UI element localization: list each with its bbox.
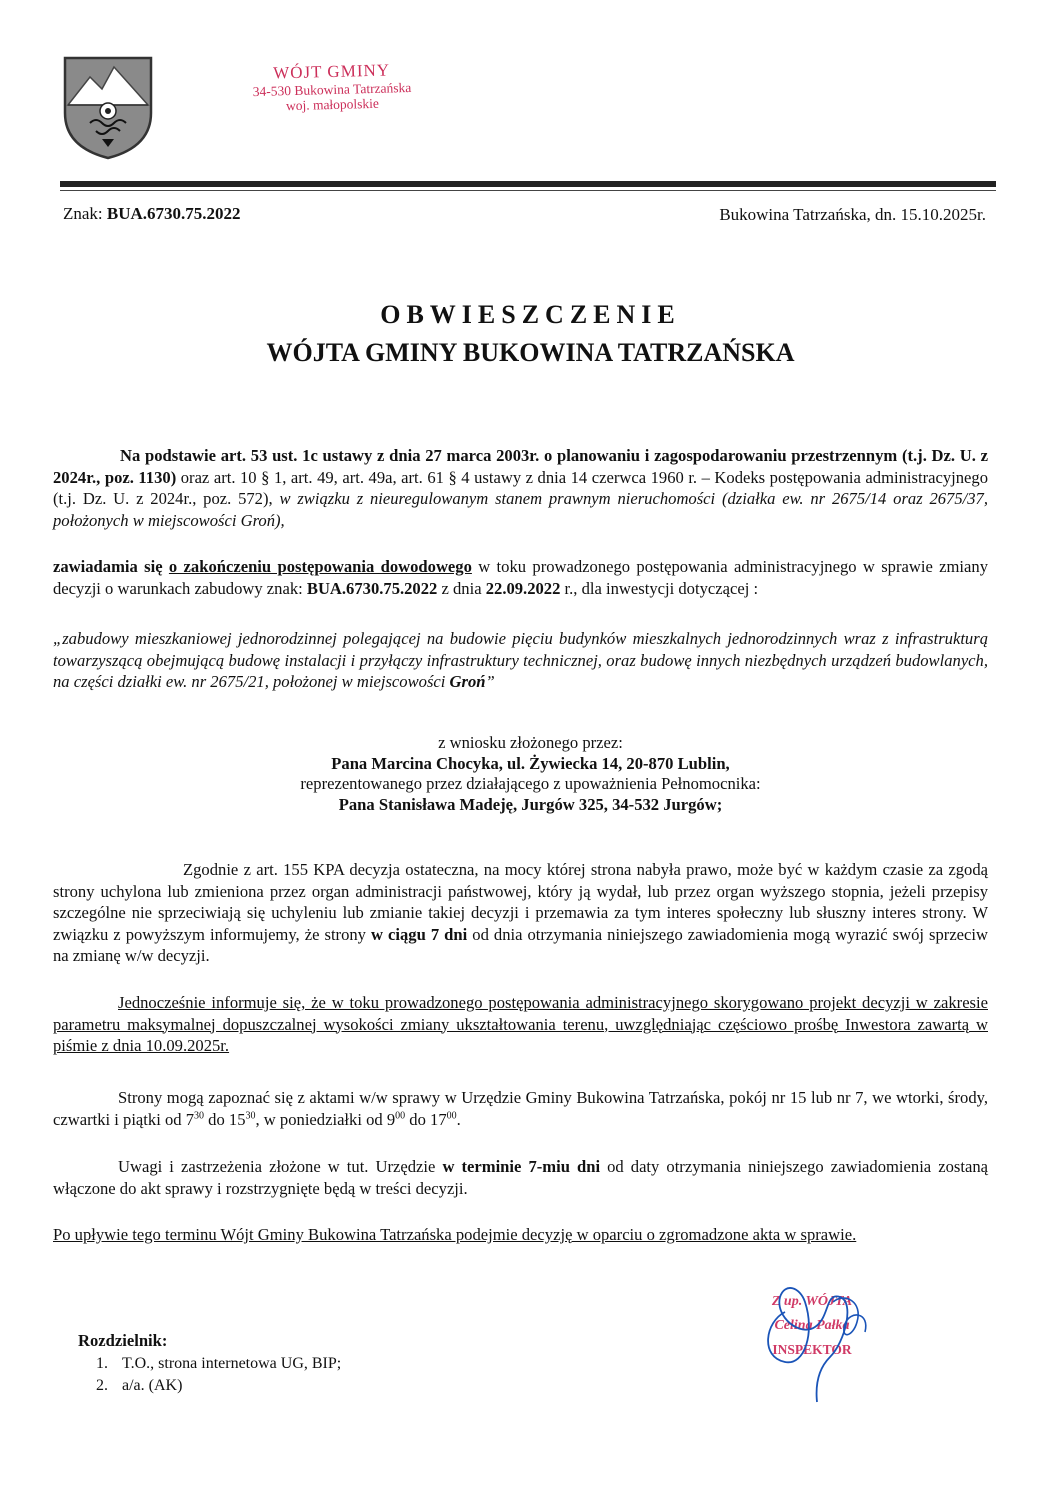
hours-text: do 17 bbox=[405, 1109, 447, 1129]
hours-minutes: 30 bbox=[245, 1109, 256, 1121]
hours-minutes: 00 bbox=[446, 1109, 457, 1121]
notice-bold: zawiadamia się bbox=[53, 557, 163, 576]
list-item bbox=[96, 1353, 341, 1375]
stamp-line: woj. małopolskie bbox=[285, 95, 380, 114]
kpa-text: Zgodnie z art. 155 KPA decyzja ostateczna, na mocy której strona nabyła prawo, może być w każdym czasie za zgodą strony uchylona lub zmieniona przez organ administracji państwowej, który ją wydał, lub przez organ wyższego stopnia, jeżeli przepisy szczególne nie sprzeciwiają się uchyleniu lub zmianie takiej decyzji i przemawia za tym interes społeczny lub słuszny interes strony. W związku z powyższym informujemy, że strony bbox=[53, 860, 988, 944]
kpa-deadline: w ciągu 7 dni bbox=[371, 924, 468, 944]
remarks-deadline: w terminie 7-miu dni bbox=[442, 1157, 601, 1176]
notice-text: w toku prowadzonego postępowania administracyjnego w sprawie zmiany decyzji o warunkach zabudowy znak: bbox=[53, 557, 988, 598]
representative-name: Pana Stanisława Madeję, Jurgów 325, 34-532 Jurgów; bbox=[338, 794, 723, 814]
legal-basis-text: oraz art. 10 § 1, art. 49, art. 49a, art. 61 § 4 ustawy z dnia 14 czerwca 1960 r. – Kodeks postępowania administracyjnego (t.j. Dz. U. z 2024r., poz. 572), bbox=[53, 467, 988, 508]
page-subtitle: WÓJTA GMINY BUKOWINA TATRZAŃSKA bbox=[266, 338, 795, 367]
hours-minutes: 30 bbox=[194, 1109, 205, 1121]
coat-of-arms-icon bbox=[62, 55, 154, 161]
legal-basis-italic: w związku z nieuregulowanym stanem prawnym nieruchomości (działka ew. nr 2675/14 oraz 2675/37, położonych w miejscowości Groń), bbox=[53, 489, 989, 530]
legal-basis-bold: Na podstawie art. 53 ust. 1c ustawy z dnia 27 marca 2003r. o planowaniu i zagospodarowaniu przestrzennym (t.j. Dz. U. z 2024r., poz. 1130) bbox=[53, 446, 988, 487]
header-divider bbox=[60, 181, 996, 187]
hours-text: Strony mogą zapoznać się z aktami w/w sprawy w Urzędzie Gminy Bukowina Tatrzańska, pokój nr 15 lub nr 7, we wtorki, środy, czwartki i piątki od 7 bbox=[53, 1088, 988, 1129]
list-number: 1. bbox=[96, 1355, 108, 1372]
quote-close: ” bbox=[485, 672, 495, 691]
remarks-text: od daty otrzymania niniejszego zawiadomienia zostaną włączone do akt sprawy i rozstrzygnięte będą w treści decyzji. bbox=[53, 1157, 988, 1198]
hours-text: do 15 bbox=[204, 1109, 246, 1129]
applicant-name: Pana Marcina Chocyka, ul. Żywiecka 14, 20-870 Lublin, bbox=[331, 753, 730, 773]
correction-info-paragraph: Jednocześnie informuje się, że w toku prowadzonego postępowania administracyjnego skorygowano projekt decyzji w zakresie parametru maksymalnej dopuszczalnej wysokości zmiany ukształtowania terenu, uwzględniając częściowo prośbę Inwestora zawartą w piśmie z dnia 10.09.2025r. bbox=[53, 993, 988, 1055]
distribution-title: Rozdzielnik: bbox=[78, 1331, 168, 1350]
legal-basis-paragraph bbox=[53, 445, 988, 531]
handwritten-signature-icon bbox=[745, 1262, 895, 1412]
representative-intro: reprezentowanego przez działającego z upoważnienia Pełnomocnika: bbox=[300, 774, 761, 793]
decision-reference: BUA.6730.75.2022 bbox=[306, 578, 438, 598]
reference-number bbox=[63, 204, 241, 224]
notice-text: r., dla inwestycji dotyczącej : bbox=[560, 578, 759, 598]
applicant-block bbox=[0, 733, 1061, 815]
final-paragraph: Po upływie tego terminu Wójt Gminy Bukowina Tatrzańska podejmie decyzję w oparciu o zgromadzone akta w sprawie. bbox=[53, 1225, 857, 1244]
signature-stamp-line: Z up. WÓJTA bbox=[771, 1294, 853, 1309]
hours-text: , w poniedziałki od 9 bbox=[255, 1109, 396, 1129]
stamp-line: WÓJT GMINY bbox=[272, 60, 391, 83]
office-stamp bbox=[221, 59, 442, 115]
document-date: Bukowina Tatrzańska, dn. 15.10.2025r. bbox=[719, 205, 986, 224]
signature-stamp-role: INSPEKTOR bbox=[772, 1342, 852, 1357]
hours-minutes: 00 bbox=[395, 1109, 406, 1121]
notice-text: z dnia bbox=[437, 578, 486, 598]
remarks-text: Uwagi i zastrzeżenia złożone w tut. Urzędzie bbox=[118, 1157, 443, 1176]
hours-text: . bbox=[456, 1109, 461, 1129]
list-number: 2. bbox=[96, 1377, 108, 1394]
kpa-text: od dnia otrzymania niniejszego zawiadomienia mogą wyrazić swój sprzeciw na zmianę w/w decyzji. bbox=[53, 924, 989, 965]
notice-paragraph bbox=[53, 556, 988, 599]
list-text: a/a. (AK) bbox=[122, 1377, 183, 1394]
kpa-paragraph bbox=[53, 859, 988, 967]
applicant-intro: z wniosku złożonego przez: bbox=[438, 733, 623, 752]
list-item bbox=[96, 1375, 341, 1397]
investment-description bbox=[53, 628, 988, 693]
remarks-paragraph bbox=[53, 1156, 988, 1199]
list-text: T.O., strona internetowa UG, BIP; bbox=[122, 1355, 342, 1372]
notice-underlined: o zakończeniu postępowania dowodowego bbox=[168, 557, 472, 576]
signature-stamp-name: Celina Pałka bbox=[774, 1318, 850, 1333]
distribution-list bbox=[96, 1353, 341, 1397]
header-divider-thin bbox=[60, 190, 996, 191]
quote-place: Groń bbox=[449, 672, 486, 691]
reference-label: Znak: bbox=[63, 204, 103, 223]
quote-text: „zabudowy mieszkaniowej jednorodzinnej polegającej na budowie pięciu budynków mieszkalnych jednorodzinnych wraz z infrastrukturą towarzyszącą obejmującą budowę instalacji i przyłączy infrastruktury technicznej, oraz budowę innych niezbędnych urządzeń budowlanych, na części działki ew. nr 2675/21, położonej w miejscowości bbox=[53, 629, 988, 691]
reference-value: BUA.6730.75.2022 bbox=[106, 204, 241, 223]
decision-date: 22.09.2022 bbox=[485, 578, 561, 598]
office-hours-paragraph bbox=[53, 1087, 988, 1130]
stamp-line: 34-530 Bukowina Tatrzańska bbox=[252, 79, 412, 99]
page-title: OBWIESZCZENIE bbox=[380, 300, 681, 329]
